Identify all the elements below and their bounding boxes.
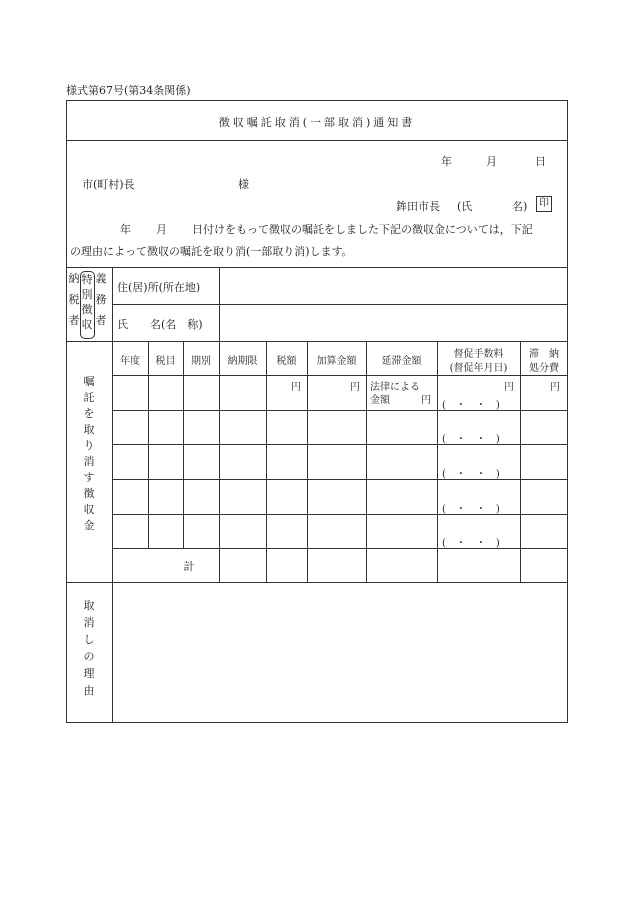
header-fiscal-year: 年度 (120, 356, 140, 367)
date-year-label: 年 (441, 155, 452, 168)
yen-delinquency-amount: 円 (421, 395, 431, 406)
rule-col-2 (183, 341, 184, 548)
rule-col-3 (219, 341, 220, 582)
rule-taxpayer-bottom (66, 341, 568, 342)
legal-amount-line1: 法律による (370, 382, 420, 393)
header-delinquency-amount: 延滞金額 (381, 356, 422, 367)
dunning-date-row3: ( ・ ・ ) (442, 469, 500, 480)
yen-dunning-fee: 円 (504, 382, 514, 393)
address-label: 住(居)所(所在地) (117, 281, 201, 294)
yen-disposition: 円 (550, 382, 560, 393)
header-dunning-fee: 督促手数料 (453, 349, 504, 360)
taxpayer-label-left: 納 税 者 (68, 272, 80, 327)
taxpayer-label-inner: 特 別 徴 収 (81, 273, 93, 331)
yen-tax-amount: 円 (291, 382, 301, 393)
yen-additional-amount: 円 (350, 382, 360, 393)
header-disposition-top: 滞 納 (529, 349, 559, 360)
dunning-date-row2: ( ・ ・ ) (442, 434, 500, 445)
legal-amount-line2: 金額 (370, 395, 390, 406)
form-title: 徴収嘱託取消(一部取消)通知書 (218, 116, 416, 129)
header-additional-amount: 加算金額 (316, 356, 357, 367)
rule-col-4 (266, 341, 267, 582)
date-day-label: 日 (535, 155, 546, 168)
rule-col-8 (520, 341, 521, 582)
rule-col-header-bottom (112, 375, 568, 376)
dunning-date-row1: ( ・ ・ ) (442, 400, 500, 411)
date-month-label: 月 (486, 155, 497, 168)
rule-col-6 (366, 341, 367, 582)
taxpayer-label-right: 義 務 者 (95, 272, 107, 327)
addressee-honorific: 様 (238, 178, 249, 191)
sender-name-open: (氏 (457, 200, 473, 213)
total-label: 計 (183, 560, 195, 573)
body-year: 年 (120, 223, 131, 236)
header-tax-item: 税目 (155, 356, 176, 367)
rule-label-col (112, 267, 113, 723)
header-dunning-date: (督促年月日) (449, 363, 508, 374)
form-frame (66, 100, 568, 723)
rule-col-7 (437, 341, 438, 582)
rule-col-1 (148, 341, 149, 548)
body-line2: の理由によって徴収の嘱託を取り消(一部取り消)します。 (70, 245, 353, 258)
name-label: 氏 名(名 称) (117, 318, 203, 331)
body-line1: 日付けをもって徴収の嘱託をしました下記の徴収金については，下記 (192, 223, 533, 236)
seal-mark: 印 (536, 196, 552, 212)
sender-name-close: 名) (512, 200, 528, 213)
section-label: 嘱 託 を 取 り 消 す 徴 収 金 (83, 375, 95, 532)
form-id: 様式第67号(第34条関係) (66, 84, 191, 97)
rule-taxpayer-divider (219, 267, 220, 341)
rule-title-bottom (66, 140, 568, 141)
rule-col-5 (307, 341, 308, 582)
reason-label: 取 消 し の 理 由 (83, 599, 95, 697)
rule-header-bottom (66, 267, 568, 268)
header-due-date: 納期限 (227, 356, 258, 367)
header-disposition-bottom: 処分費 (529, 363, 559, 374)
rule-address-bottom (112, 304, 568, 305)
dunning-date-row5: ( ・ ・ ) (442, 538, 500, 549)
rule-total-bottom (66, 582, 568, 583)
dunning-date-row4: ( ・ ・ ) (442, 504, 500, 515)
header-period: 期別 (191, 356, 211, 367)
sender-label: 鉾田市長 (396, 200, 440, 213)
addressee-label: 市(町村)長 (82, 178, 135, 191)
body-month: 月 (156, 223, 167, 236)
header-tax-amount: 税額 (276, 356, 297, 367)
